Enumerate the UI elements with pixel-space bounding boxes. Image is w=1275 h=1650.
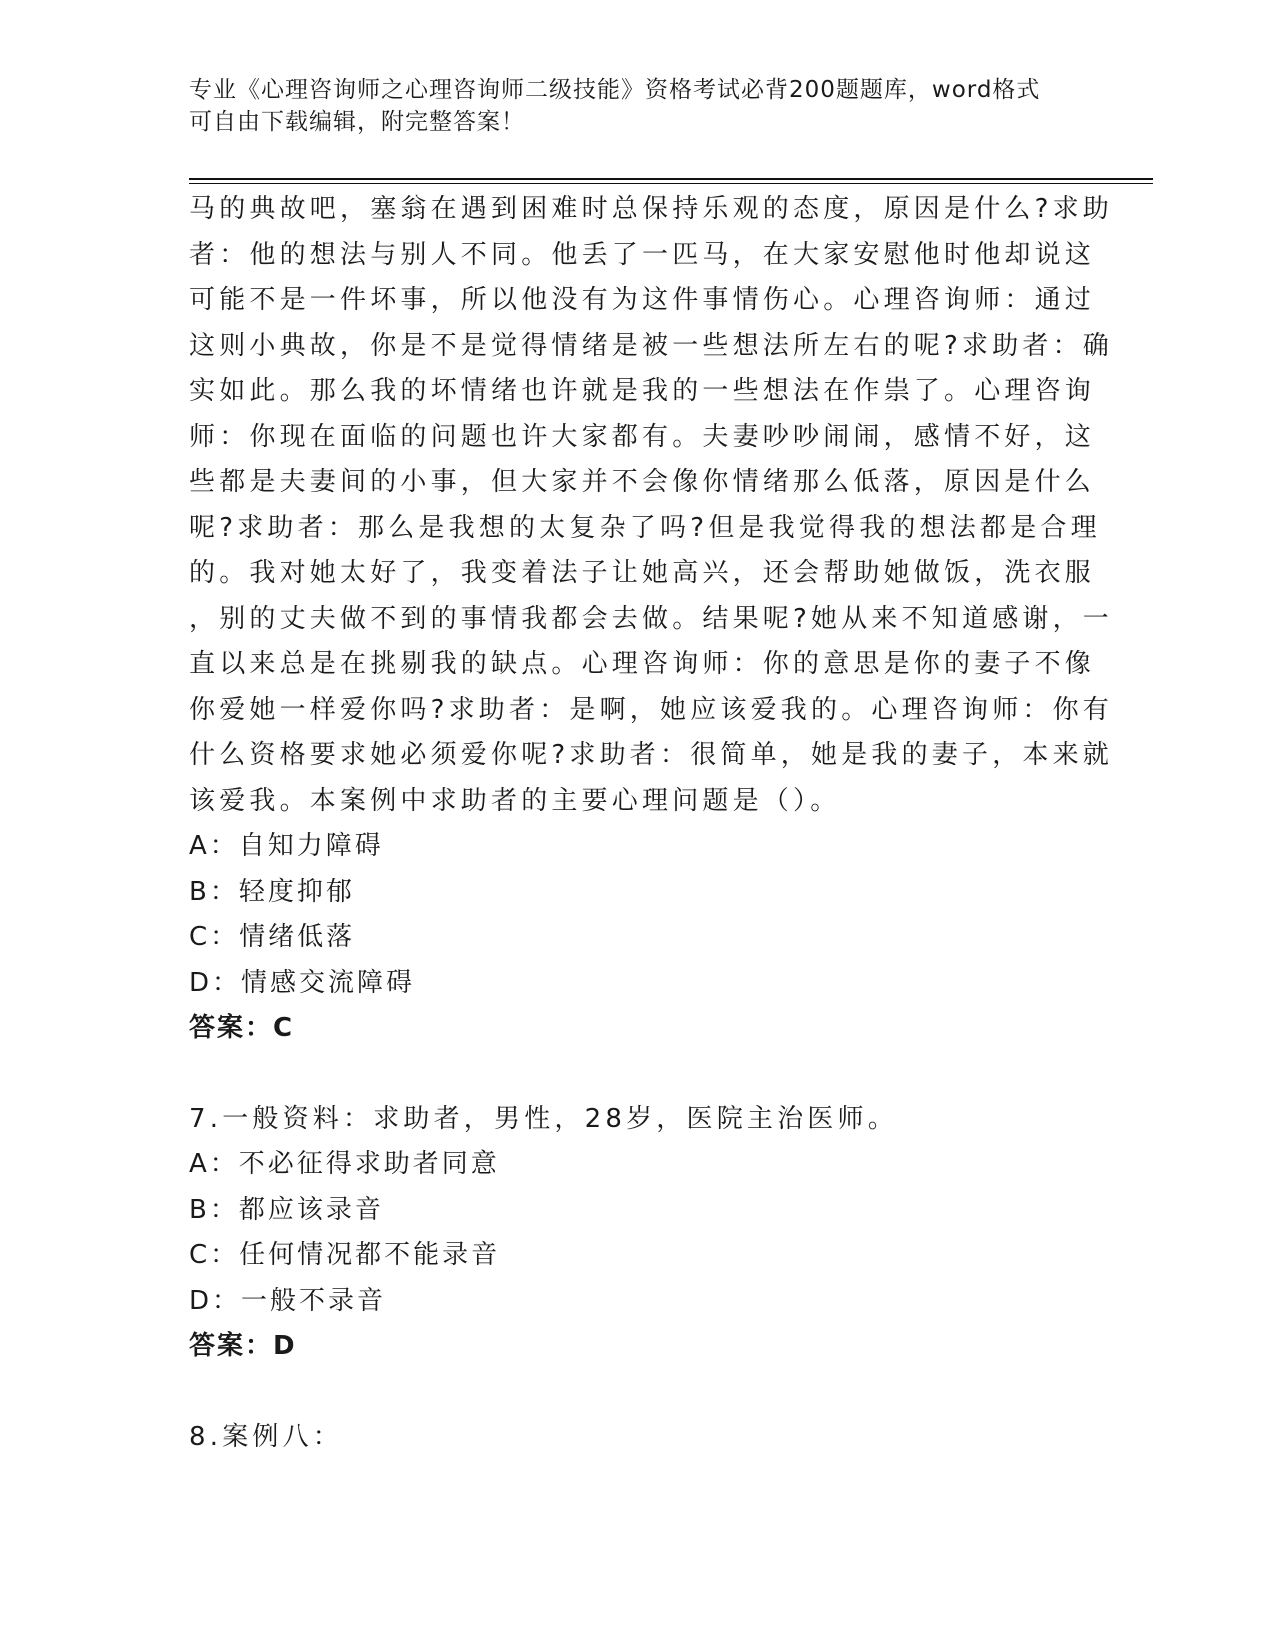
question-6-option-b: B：轻度抑郁: [189, 876, 355, 907]
header-divider-thick: [189, 178, 1153, 180]
question-6-line: 可能不是一件坏事，所以他没有为这件事情伤心。心理咨询师：通过: [189, 285, 1096, 315]
question-6-line: 呢?求助者：那么是我想的太复杂了吗?但是我觉得我的想法都是合理: [189, 512, 1101, 543]
question-6-line: 些都是夫妻间的小事，但大家并不会像你情绪那么低落，原因是什么: [189, 467, 1096, 497]
document-header: [189, 74, 1069, 138]
question-6-line: 马的典故吧，塞翁在遇到困难时总保持乐观的态度，原因是什么?求助: [189, 194, 1114, 224]
question-spacer: [189, 1370, 1089, 1415]
question-6-option-d: D：情感交流障碍: [189, 967, 416, 998]
question-7-answer: 答案：D: [189, 1331, 297, 1361]
header-title-line-1: 专业《心理咨询师之心理咨询师二级技能》资格考试必背200题题库，word格式: [189, 77, 1041, 103]
question-7-option-b: B：都应该录音: [189, 1194, 384, 1225]
question-6-line: 直以来总是在挑剔我的缺点。心理咨询师：你的意思是你的妻子不像: [189, 649, 1096, 679]
question-6-line: ，别的丈夫做不到的事情我都会去做。结果呢?她从来不知道感谢，一: [189, 603, 1114, 634]
question-6-line: 者：他的想法与别人不同。他丢了一匹马，在大家安慰他时他却说这: [189, 239, 1096, 270]
question-6-line: 你爱她一样爱你吗?求助者：是啊，她应该爱我的。心理咨询师：你有: [189, 694, 1114, 725]
header-title-line-2: 可自由下载编辑，附完整答案！: [189, 109, 525, 135]
question-6-stem: [189, 187, 1114, 824]
question-6-answer: 答案：C: [189, 1013, 295, 1043]
question-6-option-a: A：自知力障碍: [189, 831, 384, 861]
question-7-option-d: D：一般不录音: [189, 1285, 387, 1316]
question-6-line: 什么资格要求她必须爱你呢?求助者：很简单，她是我的妻子，本来就: [189, 740, 1114, 770]
question-6-line: 实如此。那么我的坏情绪也许就是我的一些想法在作祟了。心理咨询: [189, 376, 1096, 406]
document-body: [189, 187, 1114, 1460]
question-7-option-c: C：任何情况都不能录音: [189, 1240, 501, 1270]
question-7-option-a: A：不必征得求助者同意: [189, 1149, 500, 1179]
question-spacer: [189, 1052, 1089, 1097]
question-6-line: 这则小典故，你是不是觉得情绪是被一些想法所左右的呢?求助者：确: [189, 330, 1114, 361]
question-6-line: 的。我对她太好了，我变着法子让她高兴，还会帮助她做饭，洗衣服: [189, 558, 1096, 588]
question-8-stem: 8.案例八：: [189, 1421, 344, 1452]
question-6-line: 该爱我。本案例中求助者的主要心理问题是（）。: [189, 785, 841, 816]
question-6-line: 师：你现在面临的问题也许大家都有。夫妻吵吵闹闹，感情不好，这: [189, 421, 1096, 452]
question-7-stem: 7.一般资料：求助者，男性，28岁，医院主治医师。: [189, 1103, 898, 1134]
question-6-option-c: C：情绪低落: [189, 922, 356, 952]
header-divider-thin: [189, 183, 1153, 184]
